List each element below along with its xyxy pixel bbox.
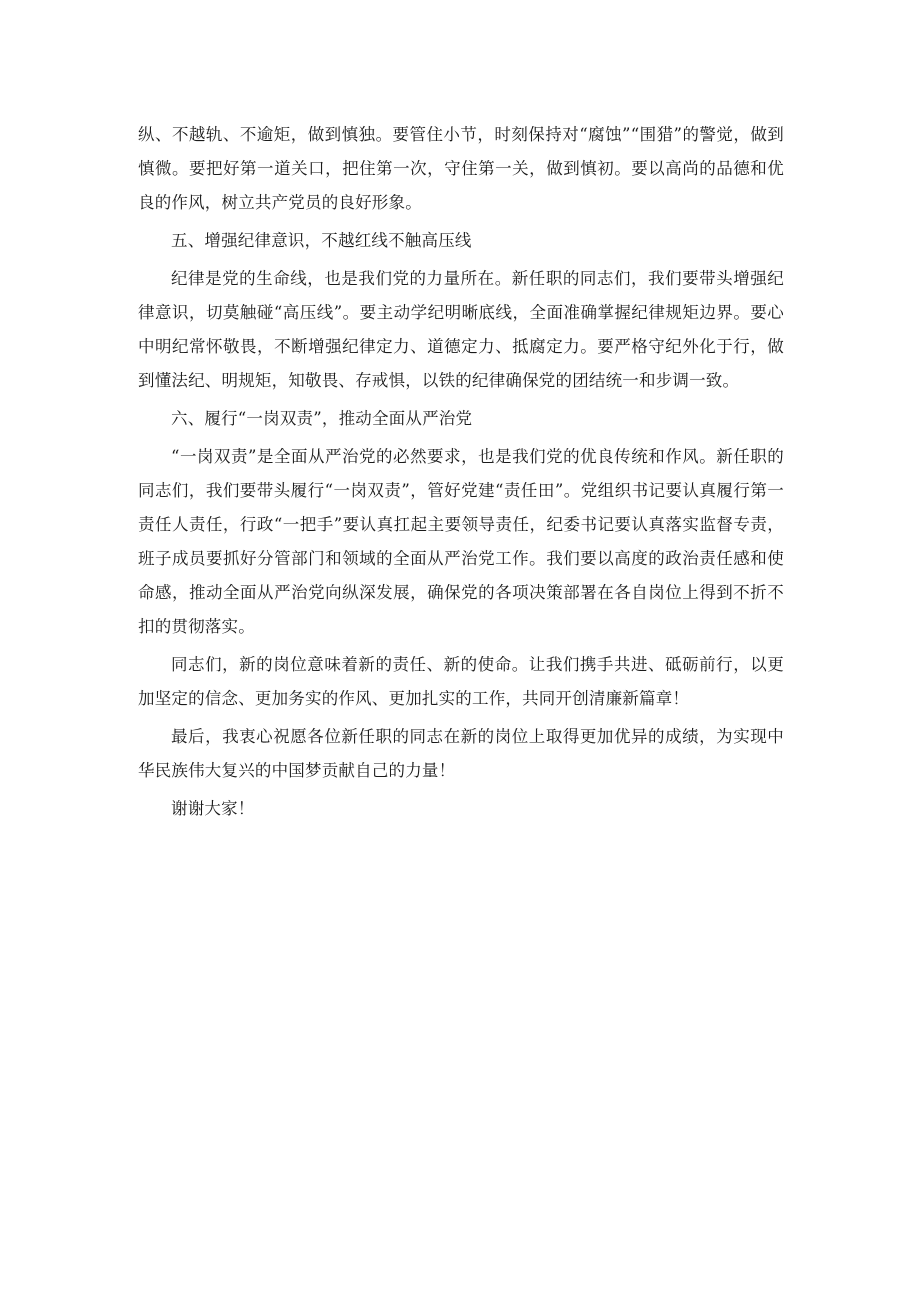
paragraph-new-post: 同志们，新的岗位意味着新的责任、新的使命。让我们携手共进、砥砺前行，以更加坚定的信念、更加务实的作风、更加扎实的工作，共同开创清廉新篇章！: [138, 655, 784, 708]
section-heading-five: 五、增强纪律意识，不越红线不触高压线: [171, 231, 472, 250]
paragraph-discipline: 纪律是党的生命线，也是我们党的力量所在。新任职的同志们，我们要带头增强纪律意识，切莫触碰“高压线”。要主动学纪明晰底线，全面准确掌握纪律规矩边界。要心中明纪常怀敬畏，不断增强纪律定力、道德定力、抵腐定力。要严格守纪外化于行，做到懂法纪、明规矩，知敬畏、存戒惧，以铁的纪律确保党的团结统一和步调一致。: [138, 269, 784, 390]
section-heading-six: 六、履行“一岗双责”，推动全面从严治党: [171, 409, 473, 428]
paragraph-continuation: 纵、不越轨、不逾矩，做到慎独。要管住小节，时刻保持对“腐蚀”“围猎”的警觉，做到慎微。要把好第一道关口，把住第一次，守住第一关，做到慎初。要以高尚的品德和优良的作风，树立共产党员的良好形象。: [138, 125, 784, 212]
document-page: [138, 118, 784, 826]
paragraph-closing-wish: 最后，我衷心祝愿各位新任职的同志在新的岗位上取得更加优异的成绩，为实现中华民族伟大复兴的中国梦贡献自己的力量！: [138, 727, 784, 780]
paragraph-dual-responsibility: “一岗双责”是全面从严治党的必然要求，也是我们党的优良传统和作风。新任职的同志们，我们要带头履行“一岗双责”，管好党建“责任田”。党组织书记要认真履行第一责任人责任，行政“一把手”要认真扛起主要领导责任，纪委书记要认真落实监督专责，班子成员要抓好分管部门和领域的全面从严治党工作。我们要以高度的政治责任感和使命感，推动全面从严治党向纵深发展，确保党的各项决策部署在各自岗位上得到不折不扣的贯彻落实。: [138, 447, 784, 636]
paragraph-thanks: 谢谢大家！: [171, 799, 255, 818]
